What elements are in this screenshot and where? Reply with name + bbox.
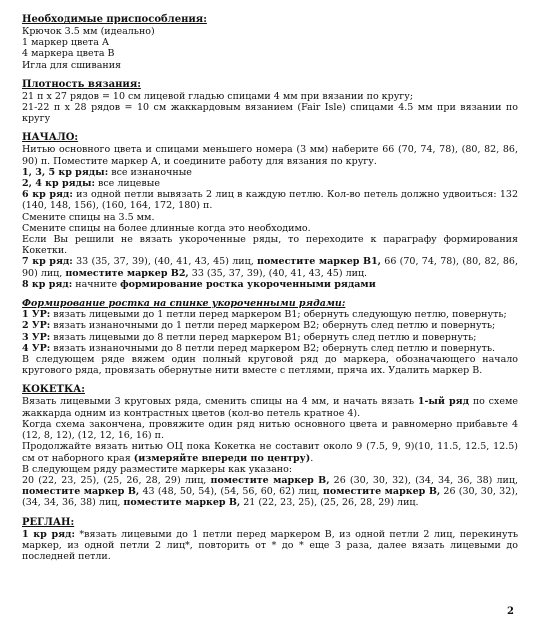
yoke-text: Продолжайте вязать нитью ОЦ пока Кокетка не составит около 9 (7.5, 9, 9)(10, 11.5, 12.5, 12.5) см от наборного края	[22, 441, 518, 464]
raglan-section	[22, 517, 518, 563]
marker-instruction: поместите маркер В1,	[257, 256, 381, 268]
yoke-text: Вязать лицевыми 3 круговых ряда, сменить спицы на 4 мм, и начать вязать	[22, 396, 418, 408]
tools-item: Игла для сшивания	[22, 59, 122, 71]
row-text: из одной петли вывязать 2 лиц в каждую петлю. Кол-во петель должно удвоиться: 132 (140, 148, 156), (160, 164, 172, 180) п.	[22, 189, 518, 212]
short-row-label: 1 УР:	[22, 309, 51, 321]
tools-item: 1 маркер цвета А	[22, 37, 110, 49]
row-label: 2, 4 кр ряды:	[22, 178, 95, 190]
gauge-heading: Плотность вязания:	[22, 78, 141, 90]
tools-section	[22, 14, 518, 71]
short-rows-link-text: формирование ростка укороченными рядами	[120, 278, 376, 290]
gauge-section	[22, 79, 518, 125]
row-instruction	[22, 279, 518, 290]
tools-item: Крючок 3.5 мм (идеально)	[22, 26, 155, 37]
marker-instruction: поместите маркер В2,	[65, 267, 189, 279]
row-text: все изнаночные	[108, 166, 192, 178]
short-row-text: вязать лицевыми до 1 петли перед маркером В1; обернуть следующую петлю, повернуть;	[50, 309, 507, 321]
short-row-item	[22, 320, 518, 331]
row-label: 1 кр ряд:	[22, 528, 75, 540]
row-label: 7 кр ряд:	[22, 256, 73, 268]
yoke-section	[22, 384, 518, 508]
gauge-line: 21 п х 27 рядов = 10 см лицевой гладью спицами 4 мм при вязании по кругу;	[22, 90, 414, 102]
yoke-paragraph: В следующем ряду разместите маркеры как указано:	[22, 463, 293, 475]
row-text: все лицевые	[94, 178, 160, 190]
marker-instruction: поместите маркер В,	[123, 497, 241, 509]
row-instruction	[22, 529, 518, 563]
yoke-marker-paragraph	[22, 475, 518, 509]
row-instruction	[22, 256, 518, 278]
row-text: 66 (70, 74, 78), (80, 82, 86, 90) лиц,	[22, 256, 518, 279]
yoke-text: 26 (30, 30, 32), (34, 34, 36, 38) лиц,	[329, 474, 519, 486]
yoke-emphasis: 1-ый ряд	[417, 396, 470, 408]
needle-change-text: Смените спицы на 3.5 мм.	[22, 211, 155, 223]
short-row-text: вязать изнаночными до 1 петли перед маркером В2; обернуть след петлю и повернуть;	[50, 320, 496, 332]
row-label: 1, 3, 5 кр ряды:	[22, 166, 109, 178]
start-heading: НАЧАЛО:	[22, 132, 79, 144]
yoke-text: 26 (30, 30, 32), (34, 34, 36, 38) лиц,	[22, 486, 518, 509]
short-rows-note: Если Вы решили не вязать укороченные ряды, то переходите к параграфу формирования Кокетки.	[22, 234, 518, 257]
row-label: 6 кр ряд:	[22, 189, 73, 201]
short-row-text: вязать лицевыми до 8 петли перед маркером В1; обернуть след петлю и повернуть;	[50, 331, 477, 343]
row-text: *вязать лицевыми до 1 петли перед маркером В, из одной петли 2 лиц, перекинуть маркер, из одной петли 2 лиц*, повторить от * до * еще 3 раза, далее вязать лицевыми до последней петли.	[22, 528, 519, 562]
yoke-text: 43 (48, 50, 54), (54, 56, 60, 62) лиц,	[139, 486, 323, 498]
short-row-label: 2 УР:	[22, 320, 51, 332]
marker-instruction: поместите маркер В,	[322, 486, 441, 498]
row-text: 33 (35, 37, 39), (40, 41, 43, 45) лиц.	[188, 267, 368, 279]
yoke-heading: КОКЕТКА:	[22, 384, 85, 396]
short-rows-heading: Формирование ростка на спинке укороченными рядами:	[22, 298, 346, 310]
marker-instruction: поместите маркер В,	[22, 486, 140, 498]
row-text: начните	[72, 278, 121, 290]
start-section	[22, 132, 518, 290]
row-label: 8 кр ряд:	[22, 278, 73, 290]
row-instruction	[22, 167, 518, 178]
short-rows-section	[22, 298, 518, 376]
marker-instruction: поместите маркер В,	[210, 474, 330, 486]
row-instruction	[22, 178, 518, 189]
gauge-line: 21-22 п х 28 рядов = 10 см жаккардовым вязанием (Fair Isle) спицами 4.5 мм при вязании по кругу	[22, 102, 518, 125]
short-row-item	[22, 332, 518, 343]
yoke-text: по схеме жаккарда одним из контрастных цветов (кол-во петель кратное 4).	[22, 396, 518, 419]
short-rows-next-text: В следующем ряде вяжем один полный круговой ряд до маркера, обозначающего начало кругового ряда, провязать обернутые нити вместе с петлями, пряча их. Удалить маркер В.	[22, 354, 518, 377]
cast-on-paragraph: Нитью основного цвета и спицами меньшего номера (3 мм) наберите 66 (70, 74, 78), (80, 82, 86, 90) п. Поместите маркер А, и соедините работу для вязания по кругу.	[22, 144, 518, 167]
yoke-paragraph: Когда схема закончена, провяжите один ряд нитью основного цвета и равномерно прибавьте 4 (12, 8, 12), (12, 12, 16, 16) п.	[22, 418, 518, 442]
short-row-text: вязать изнаночными до 8 петли перед маркером В2; обернуть след петлю и повернуть.	[50, 342, 496, 354]
tools-item: 4 маркера цвета В	[22, 48, 115, 60]
needle-change-text: Смените спицы на более длинные когда это необходимо.	[22, 222, 311, 234]
yoke-text: .	[310, 452, 314, 464]
yoke-emphasis: (измеряйте впереди по центру)	[133, 452, 311, 464]
row-text: 33 (35, 37, 39), (40, 41, 43, 45) лиц,	[72, 256, 258, 268]
page-number: 2	[507, 606, 514, 617]
tools-heading: Необходимые приспособления:	[22, 14, 207, 25]
short-row-label: 4 УР:	[22, 342, 51, 354]
raglan-heading: РЕГЛАН:	[22, 516, 75, 528]
yoke-text: 21 (22, 23, 25), (25, 26, 28, 29) лиц.	[240, 497, 419, 509]
short-row-label: 3 УР:	[22, 331, 51, 343]
row-instruction	[22, 189, 518, 211]
yoke-paragraph	[22, 441, 518, 463]
yoke-paragraph	[22, 396, 518, 418]
short-row-item	[22, 343, 518, 354]
short-row-item	[22, 309, 518, 320]
yoke-text: 20 (22, 23, 25), (25, 26, 28, 29) лиц,	[22, 474, 211, 486]
